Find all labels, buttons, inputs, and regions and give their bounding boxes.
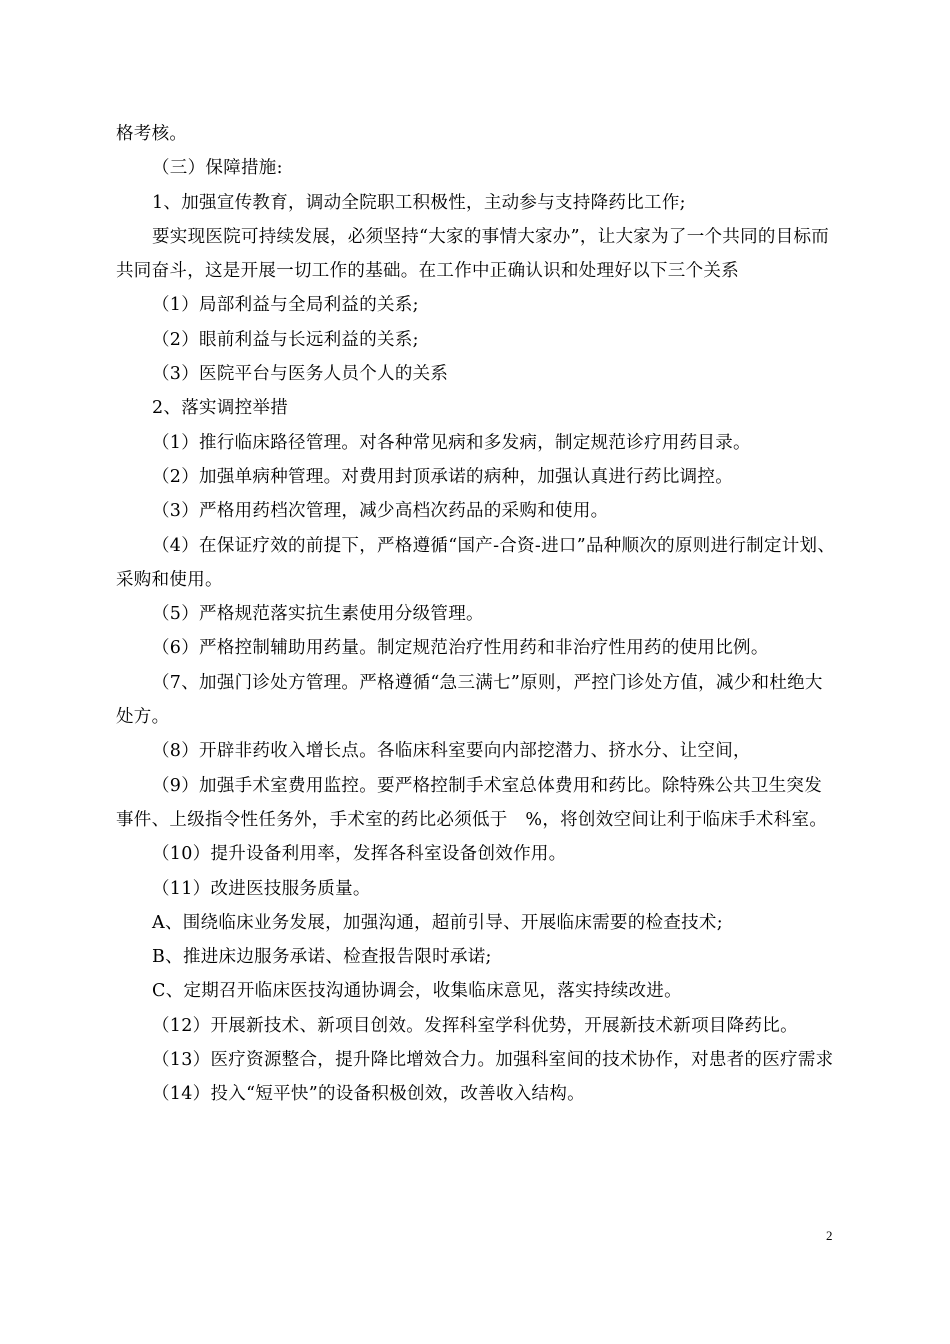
paragraph-16: （8）开辟非药收入增长点。各临床科室要向内部挖潜力、挤水分、让空间， <box>152 741 751 762</box>
paragraph-11: （3）严格用药档次管理，减少高档次药品的采购和使用。 <box>152 501 609 522</box>
paragraph-20: A、围绕临床业务发展，加强沟通，超前引导、开展临床需要的检查技术; <box>152 912 723 933</box>
paragraph-21: B、推进床边服务承诺、检查报告限时承诺; <box>152 947 492 968</box>
paragraph-18: （10）提升设备利用率，发挥各科室设备创效作用。 <box>152 844 567 865</box>
paragraph-6: （2）眼前利益与长远利益的关系; <box>152 329 419 350</box>
paragraph-22: C、定期召开临床医技沟通协调会，收集临床意见，落实持续改进。 <box>152 981 682 1002</box>
paragraph-13: （5）严格规范落实抗生素使用分级管理。 <box>152 604 484 625</box>
paragraph-14: （6）严格控制辅助用药量。制定规范治疗性用药和非治疗性用药的使用比例。 <box>152 638 769 659</box>
paragraph-10: （2）加强单病种管理。对费用封顶承诺的病种，加强认真进行药比调控。 <box>152 466 734 487</box>
paragraph-5: （1）局部利益与全局利益的关系; <box>152 295 419 316</box>
paragraph-12: （4）在保证疗效的前提下，严格遵循“国产-合资-进口”品种顺次的原则进行制定计划、采购和使用。 <box>116 535 836 590</box>
paragraph-19: （11）改进医技服务质量。 <box>152 878 371 899</box>
paragraph-24: （13）医疗资源整合，提升降比增效合力。加强科室间的技术协作，对患者的医疗需求 <box>152 1050 834 1071</box>
paragraph-9: （1）推行临床路径管理。对各种常见病和多发病，制定规范诊疗用药目录。 <box>152 432 751 453</box>
page-number: 2 <box>826 1228 833 1243</box>
paragraph-8: 2、落实调控举措 <box>152 398 289 419</box>
paragraph-1: 格考核。 <box>116 124 188 144</box>
paragraph-17: （9）加强手术室费用监控。要严格控制手术室总体费用和药比。除特殊公共卫生突发事件、上级指令性任务外，手术室的药比必须低于 %，将创效空间让利于临床手术科室。 <box>116 775 828 830</box>
paragraph-3: 1、加强宣传教育，调动全院职工积极性，主动参与支持降药比工作; <box>152 192 686 213</box>
paragraph-7: （3）医院平台与医务人员个人的关系 <box>152 364 449 385</box>
paragraph-15: （7、加强门诊处方管理。严格遵循“急三满七”原则，严控门诊处方值，减少和杜绝大处方。 <box>116 672 823 728</box>
paragraph-23: （12）开展新技术、新项目创效。发挥科室学科优势，开展新技术新项目降药比。 <box>152 1015 798 1036</box>
paragraph-4: 要实现医院可持续发展，必须坚持“大家的事情大家办”，让大家为了一个共同的目标而共同奋斗，这是开展一切工作的基础。在工作中正确认识和处理好以下三个关系 <box>116 226 830 282</box>
paragraph-25: （14）投入“短平快”的设备积极创效，改善收入结构。 <box>152 1084 585 1105</box>
document-body <box>116 117 836 1112</box>
paragraph-2: （三）保障措施: <box>152 158 283 179</box>
